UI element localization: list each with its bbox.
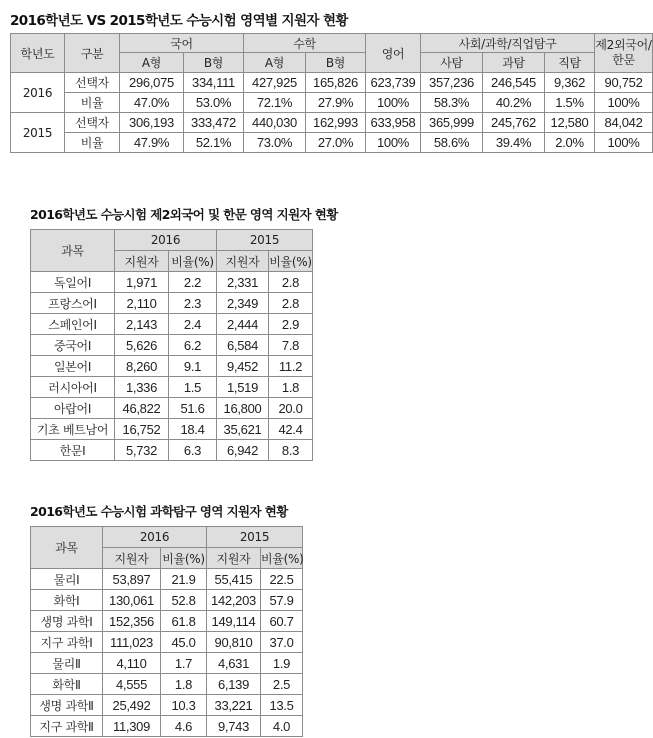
value-cell: 1,336 <box>115 377 169 398</box>
value-cell: 2,143 <box>115 314 169 335</box>
value-cell: 53,897 <box>103 569 161 590</box>
value-cell: 27.9% <box>306 93 366 113</box>
value-cell: 1,519 <box>217 377 269 398</box>
foreign-language-table <box>30 229 313 461</box>
value-cell: 4.6 <box>161 716 207 737</box>
value-cell: 73.0% <box>244 133 306 153</box>
value-cell: 4.0 <box>261 716 303 737</box>
value-cell: 35,621 <box>217 419 269 440</box>
value-cell: 1.9 <box>261 653 303 674</box>
value-cell: 5,732 <box>115 440 169 461</box>
value-cell: 100% <box>366 133 421 153</box>
value-cell: 2.5 <box>261 674 303 695</box>
applicants-2015-header: 지원자 <box>217 251 269 272</box>
value-cell: 1.8 <box>161 674 207 695</box>
value-cell: 6.3 <box>169 440 217 461</box>
ratio-2015-header: 비율(%) <box>261 548 303 569</box>
table-row <box>31 272 313 293</box>
exam-applicants-table <box>10 33 653 153</box>
korean-b-header: B형 <box>184 53 244 73</box>
value-cell: 45.0 <box>161 632 207 653</box>
value-cell: 60.7 <box>261 611 303 632</box>
value-cell: 90,752 <box>595 73 653 93</box>
value-cell: 52.8 <box>161 590 207 611</box>
value-cell: 2.8 <box>269 293 313 314</box>
value-cell: 90,810 <box>207 632 261 653</box>
value-cell: 334,111 <box>184 73 244 93</box>
row-label: 선택자 <box>65 113 120 133</box>
table-row <box>11 133 653 153</box>
value-cell: 72.1% <box>244 93 306 113</box>
value-cell: 58.6% <box>421 133 483 153</box>
value-cell: 440,030 <box>244 113 306 133</box>
value-cell: 42.4 <box>269 419 313 440</box>
subject-cell: 아랍어Ⅰ <box>31 398 115 419</box>
subject-cell: 생명 과학Ⅱ <box>31 695 103 716</box>
year-header: 학년도 <box>11 34 65 73</box>
value-cell: 245,762 <box>483 113 545 133</box>
value-cell: 7.8 <box>269 335 313 356</box>
table-row <box>31 440 313 461</box>
value-cell: 333,472 <box>184 113 244 133</box>
table-row <box>11 113 653 133</box>
value-cell: 100% <box>595 93 653 113</box>
value-cell: 16,800 <box>217 398 269 419</box>
subject-header: 과목 <box>31 230 115 272</box>
value-cell: 9,743 <box>207 716 261 737</box>
value-cell: 149,114 <box>207 611 261 632</box>
korean-header: 국어 <box>120 34 244 53</box>
table-row <box>31 569 303 590</box>
value-cell: 1.7 <box>161 653 207 674</box>
table-row <box>31 356 313 377</box>
table-row <box>31 716 303 737</box>
social-header: 사탐 <box>421 53 483 73</box>
subject-cell: 지구 과학Ⅰ <box>31 632 103 653</box>
year-2015-header: 2015 <box>207 527 303 548</box>
value-cell: 61.8 <box>161 611 207 632</box>
table2-title: 2016학년도 수능시험 제2외국어 및 한문 영역 지원자 현황 <box>30 207 338 222</box>
subject-cell: 중국어Ⅰ <box>31 335 115 356</box>
value-cell: 5,626 <box>115 335 169 356</box>
table1-title: 2016학년도 VS 2015학년도 수능시험 영역별 지원자 현황 <box>10 13 348 29</box>
table-row <box>31 611 303 632</box>
math-header: 수학 <box>244 34 366 53</box>
subject-cell: 생명 과학Ⅰ <box>31 611 103 632</box>
value-cell: 4,555 <box>103 674 161 695</box>
table-row <box>31 590 303 611</box>
subject-cell: 지구 과학Ⅱ <box>31 716 103 737</box>
inquiry-header: 사회/과학/직업탐구 <box>421 34 595 53</box>
table-row <box>31 335 313 356</box>
value-cell: 111,023 <box>103 632 161 653</box>
year-2016-header: 2016 <box>115 230 217 251</box>
subject-cell: 프랑스어Ⅰ <box>31 293 115 314</box>
value-cell: 12,580 <box>545 113 595 133</box>
value-cell: 25,492 <box>103 695 161 716</box>
value-cell: 6,584 <box>217 335 269 356</box>
table-row <box>31 674 303 695</box>
subject-cell: 일본어Ⅰ <box>31 356 115 377</box>
ratio-2016-header: 비율(%) <box>169 251 217 272</box>
value-cell: 47.0% <box>120 93 184 113</box>
value-cell: 2.2 <box>169 272 217 293</box>
table-row <box>31 293 313 314</box>
value-cell: 16,752 <box>115 419 169 440</box>
value-cell: 2,349 <box>217 293 269 314</box>
table3-title: 2016학년도 수능시험 과학탐구 영역 지원자 현황 <box>30 504 288 519</box>
category-header: 구분 <box>65 34 120 73</box>
value-cell: 40.2% <box>483 93 545 113</box>
subject-header: 과목 <box>31 527 103 569</box>
applicants-2016-header: 지원자 <box>103 548 161 569</box>
value-cell: 2.3 <box>169 293 217 314</box>
math-b-header: B형 <box>306 53 366 73</box>
value-cell: 623,739 <box>366 73 421 93</box>
value-cell: 8.3 <box>269 440 313 461</box>
ratio-2016-header: 비율(%) <box>161 548 207 569</box>
row-label: 선택자 <box>65 73 120 93</box>
subject-cell: 기초 베트남어 <box>31 419 115 440</box>
english-header: 영어 <box>366 34 421 73</box>
value-cell: 142,203 <box>207 590 261 611</box>
value-cell: 6,942 <box>217 440 269 461</box>
value-cell: 21.9 <box>161 569 207 590</box>
lang2-header <box>595 34 653 73</box>
table-row <box>31 632 303 653</box>
value-cell: 11.2 <box>269 356 313 377</box>
value-cell: 100% <box>366 93 421 113</box>
value-cell: 55,415 <box>207 569 261 590</box>
value-cell: 53.0% <box>184 93 244 113</box>
value-cell: 11,309 <box>103 716 161 737</box>
year-cell: 2015 <box>11 113 65 153</box>
value-cell: 52.1% <box>184 133 244 153</box>
value-cell: 2,444 <box>217 314 269 335</box>
applicants-2016-header: 지원자 <box>115 251 169 272</box>
value-cell: 2,110 <box>115 293 169 314</box>
value-cell: 6,139 <box>207 674 261 695</box>
math-a-header: A형 <box>244 53 306 73</box>
korean-a-header: A형 <box>120 53 184 73</box>
value-cell: 246,545 <box>483 73 545 93</box>
value-cell: 4,631 <box>207 653 261 674</box>
value-cell: 1.8 <box>269 377 313 398</box>
value-cell: 306,193 <box>120 113 184 133</box>
value-cell: 18.4 <box>169 419 217 440</box>
subject-cell: 한문Ⅰ <box>31 440 115 461</box>
value-cell: 2.4 <box>169 314 217 335</box>
value-cell: 2,331 <box>217 272 269 293</box>
value-cell: 633,958 <box>366 113 421 133</box>
value-cell: 357,236 <box>421 73 483 93</box>
value-cell: 39.4% <box>483 133 545 153</box>
table-row <box>31 695 303 716</box>
table-row <box>11 93 653 113</box>
value-cell: 9.1 <box>169 356 217 377</box>
science-inquiry-table <box>30 526 303 737</box>
subject-cell: 스페인어Ⅰ <box>31 314 115 335</box>
value-cell: 100% <box>595 133 653 153</box>
value-cell: 47.9% <box>120 133 184 153</box>
value-cell: 296,075 <box>120 73 184 93</box>
science-header: 과탐 <box>483 53 545 73</box>
value-cell: 1,971 <box>115 272 169 293</box>
value-cell: 57.9 <box>261 590 303 611</box>
value-cell: 1.5% <box>545 93 595 113</box>
value-cell: 10.3 <box>161 695 207 716</box>
value-cell: 84,042 <box>595 113 653 133</box>
vocational-header: 직탐 <box>545 53 595 73</box>
value-cell: 9,362 <box>545 73 595 93</box>
value-cell: 20.0 <box>269 398 313 419</box>
value-cell: 27.0% <box>306 133 366 153</box>
value-cell: 13.5 <box>261 695 303 716</box>
subject-cell: 화학Ⅱ <box>31 674 103 695</box>
lang2-header-text: 제2외국어/한문 <box>595 38 652 67</box>
value-cell: 427,925 <box>244 73 306 93</box>
value-cell: 2.0% <box>545 133 595 153</box>
value-cell: 51.6 <box>169 398 217 419</box>
value-cell: 162,993 <box>306 113 366 133</box>
value-cell: 46,822 <box>115 398 169 419</box>
table-row <box>31 419 313 440</box>
table-row <box>31 314 313 335</box>
value-cell: 2.8 <box>269 272 313 293</box>
value-cell: 4,110 <box>103 653 161 674</box>
value-cell: 9,452 <box>217 356 269 377</box>
row-label: 비율 <box>65 133 120 153</box>
value-cell: 8,260 <box>115 356 169 377</box>
applicants-2015-header: 지원자 <box>207 548 261 569</box>
value-cell: 1.5 <box>169 377 217 398</box>
value-cell: 130,061 <box>103 590 161 611</box>
year-2015-header: 2015 <box>217 230 313 251</box>
value-cell: 2.9 <box>269 314 313 335</box>
value-cell: 22.5 <box>261 569 303 590</box>
subject-cell: 러시아어Ⅰ <box>31 377 115 398</box>
year-cell: 2016 <box>11 73 65 113</box>
subject-cell: 독일어Ⅰ <box>31 272 115 293</box>
ratio-2015-header: 비율(%) <box>269 251 313 272</box>
subject-cell: 화학Ⅰ <box>31 590 103 611</box>
value-cell: 365,999 <box>421 113 483 133</box>
table-row <box>31 653 303 674</box>
value-cell: 165,826 <box>306 73 366 93</box>
value-cell: 33,221 <box>207 695 261 716</box>
value-cell: 152,356 <box>103 611 161 632</box>
subject-cell: 물리Ⅰ <box>31 569 103 590</box>
table-row <box>11 73 653 93</box>
value-cell: 37.0 <box>261 632 303 653</box>
subject-cell: 물리Ⅱ <box>31 653 103 674</box>
value-cell: 58.3% <box>421 93 483 113</box>
row-label: 비율 <box>65 93 120 113</box>
value-cell: 6.2 <box>169 335 217 356</box>
table-row <box>31 398 313 419</box>
year-2016-header: 2016 <box>103 527 207 548</box>
table-row <box>31 377 313 398</box>
